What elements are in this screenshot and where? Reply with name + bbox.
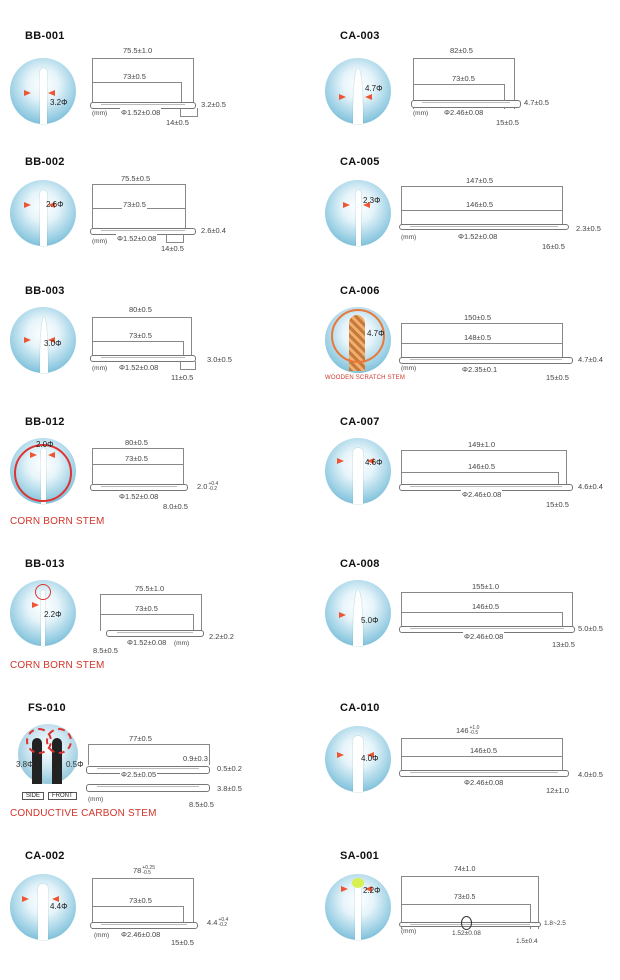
tip-diameter: 2.2Φ <box>363 886 381 895</box>
swab-tip-icon <box>40 190 47 246</box>
swab-drawing <box>411 100 521 108</box>
shaft-length: 73±0.5 <box>125 454 148 463</box>
stem-diameter: 1.52±0.08 <box>452 930 481 937</box>
arrow-right-icon <box>337 752 344 758</box>
unit-label: (mm) <box>413 110 429 117</box>
tip-dia-spec: 2.0+0.4 -0.2 <box>197 481 219 493</box>
swab-drawing <box>399 770 569 777</box>
swab-tip-icon <box>38 884 48 940</box>
stem-diameter: Φ1.52±0.08 <box>119 492 159 501</box>
stem-diameter: Φ1.52±0.08 <box>117 234 157 243</box>
swab-tip-icon <box>355 884 361 940</box>
unit-label: (mm) <box>401 234 417 241</box>
tip-length-line <box>166 234 184 243</box>
tip-length: 8.0±0.5 <box>163 502 188 511</box>
tip-diameter-front: 0.5Φ <box>66 760 84 769</box>
shaft-length: 146±0.5 <box>466 200 494 209</box>
tip-dia-spec: 4.7±0.4 <box>578 355 603 364</box>
stem-caption: CONDUCTIVE CARBON STEM <box>10 808 157 819</box>
tip-dia-spec: 2.2±0.2 <box>209 632 234 641</box>
product-sa-001 <box>325 850 620 980</box>
stem-diameter: Φ2.46±0.08 <box>464 632 504 641</box>
front-view-label: FRONT <box>48 792 77 800</box>
tip-dia-spec: 4.0±0.5 <box>578 770 603 779</box>
arrow-right-icon <box>343 202 350 208</box>
tip-diameter-side: 3.8Φ <box>16 760 34 769</box>
shaft-length: 73±0.5 <box>129 896 152 905</box>
tip-diameter: 2.2Φ <box>44 610 62 619</box>
product-ca-003 <box>325 30 620 160</box>
arrow-left-icon <box>48 90 55 96</box>
total-length: 146+1.0 -0.5 <box>456 725 480 737</box>
swab-tip-icon <box>353 448 363 504</box>
tip-dia-spec: 4.7±0.5 <box>524 98 549 107</box>
tip-closeup <box>10 58 76 124</box>
product-code: CA-003 <box>340 30 380 42</box>
tip-length: 14±0.5 <box>166 118 189 127</box>
arrow-right-icon <box>339 612 346 618</box>
tip-diameter: 4.0Φ <box>361 754 379 763</box>
tip-dia-spec: 4.6±0.4 <box>578 482 603 491</box>
tip-diameter: 2.3Φ <box>363 196 381 205</box>
shaft-length: 73±0.5 <box>454 894 476 901</box>
product-code: CA-010 <box>340 702 380 714</box>
stem-diameter: Φ1.52±0.08 <box>127 638 167 647</box>
product-code: CA-008 <box>340 558 380 570</box>
tip-length: 15±0.5 <box>546 500 569 509</box>
product-ca-007 <box>325 416 620 546</box>
arrow-right-icon <box>24 202 31 208</box>
total-length: 75.5±1.0 <box>135 584 165 593</box>
highlight-ring <box>14 444 72 502</box>
total-length: 80±0.5 <box>129 305 152 314</box>
product-code: BB-003 <box>25 285 65 297</box>
arrow-right-icon <box>24 90 31 96</box>
stem-diameter: Φ2.46±0.08 <box>121 930 161 939</box>
tip-dia-spec: 4.4+0.4 -0.2 <box>207 917 229 929</box>
tip-diameter: 4.4Φ <box>50 902 68 911</box>
product-ca-005 <box>325 156 620 286</box>
arrow-right-icon <box>341 886 348 892</box>
tip-dia-spec: 2.6±0.4 <box>201 226 226 235</box>
total-length: 155±1.0 <box>472 582 500 591</box>
tip-closeup <box>325 874 391 940</box>
swab-drawing <box>399 357 573 364</box>
total-length: 150±0.5 <box>464 313 492 322</box>
unit-label: (mm) <box>94 932 110 939</box>
total-length: 147±0.5 <box>466 176 494 185</box>
tip-closeup <box>325 58 391 124</box>
unit-label: (mm) <box>401 928 417 935</box>
tip-closeup <box>325 180 391 246</box>
shaft-length: 73±0.5 <box>452 74 475 83</box>
tip-length: 11±0.5 <box>171 373 194 382</box>
tip-dia-spec: 1.8~2.5 <box>544 920 566 927</box>
stem-caption: WOODEN SCRATCH STEM <box>325 375 406 381</box>
shaft-length: 146±0.5 <box>472 602 500 611</box>
shaft-length: 146±0.5 <box>468 462 496 471</box>
tip-length: 8.5±0.5 <box>93 646 118 655</box>
tip-dia-spec: 2.3±0.5 <box>576 224 601 233</box>
tip-closeup <box>10 580 76 646</box>
tip-length: 15±0.5 <box>546 373 569 382</box>
arrow-right-icon <box>30 452 37 458</box>
stem-diameter: Φ2.35±0.1 <box>462 365 498 374</box>
unit-label: (mm) <box>174 640 190 647</box>
product-ca-010 <box>325 702 620 832</box>
product-fs-010 <box>10 702 310 832</box>
product-code: FS-010 <box>28 702 66 714</box>
thickness-spec: 0.5±0.2 <box>217 764 242 773</box>
shaft-length: 146±0.5 <box>470 746 498 755</box>
side-view-label: SIDE <box>22 792 44 800</box>
swab-tip-icon <box>353 68 363 124</box>
product-ca-002 <box>10 850 310 980</box>
product-code: BB-001 <box>25 30 65 42</box>
tip-dia-spec: 3.2±0.5 <box>201 100 226 109</box>
tip-length: 16±0.5 <box>542 242 565 251</box>
product-code: SA-001 <box>340 850 380 862</box>
arrow-right-icon <box>32 602 39 608</box>
arrow-right-icon <box>339 94 346 100</box>
product-code: BB-012 <box>25 416 65 428</box>
product-code: BB-013 <box>25 558 65 570</box>
unit-label: (mm) <box>92 238 108 245</box>
total-length: 74±1.0 <box>454 866 476 873</box>
tip-dia-spec: 5.0±0.5 <box>578 624 603 633</box>
product-code: CA-007 <box>340 416 380 428</box>
tip-closeup <box>325 438 391 504</box>
product-bb-001 <box>10 30 310 160</box>
product-bb-002 <box>10 156 310 286</box>
stem-diameter: Φ1.52±0.08 <box>121 108 161 117</box>
product-bb-013 <box>10 558 310 688</box>
arrow-right-icon <box>22 896 29 902</box>
stem-diameter: Φ2.46±0.08 <box>462 490 502 499</box>
tip-length: 15±0.5 <box>171 938 194 947</box>
tip-diameter: 2.6Φ <box>46 200 64 209</box>
tip-closeup <box>18 724 78 784</box>
product-ca-008 <box>325 558 620 688</box>
total-length: 75.5±0.5 <box>121 174 151 183</box>
gap-spec: 0.9±0.3 <box>183 754 208 763</box>
tip-diameter: 3.0Φ <box>44 339 62 348</box>
shaft-length-line <box>100 614 194 631</box>
tip-length: 12±1.0 <box>546 786 569 795</box>
product-code: CA-005 <box>340 156 380 168</box>
total-length: 82±0.5 <box>450 46 473 55</box>
product-code: CA-002 <box>25 850 65 862</box>
total-length: 80±0.5 <box>125 438 148 447</box>
swab-drawing <box>90 922 198 929</box>
shaft-length: 148±0.5 <box>464 333 492 342</box>
tip-length-line <box>180 361 196 370</box>
tip-dia-spec: 3.0±0.5 <box>207 355 232 364</box>
tip-length: 14±0.5 <box>161 244 184 253</box>
tip-diameter: 4.6Φ <box>365 458 383 467</box>
total-length: 75.5±1.0 <box>123 46 153 55</box>
unit-label: (mm) <box>92 110 108 117</box>
tip-diameter: 5.0Φ <box>361 616 379 625</box>
tip-closeup <box>325 726 391 792</box>
arrow-right-icon <box>337 458 344 464</box>
swab-drawing <box>399 224 569 230</box>
shaft-length: 73±0.5 <box>123 72 146 81</box>
tip-length: 13±0.5 <box>552 640 575 649</box>
arrow-left-icon <box>48 452 55 458</box>
arrow-left-icon <box>365 94 372 100</box>
stem-diameter: Φ2.5±0.05 <box>121 770 157 779</box>
shaft-length: 73±0.5 <box>135 604 158 613</box>
product-code: CA-006 <box>340 285 380 297</box>
tip-closeup <box>325 580 391 646</box>
unit-label: (mm) <box>92 365 108 372</box>
tip-diameter: 4.7Φ <box>367 329 385 338</box>
unit-label: (mm) <box>401 365 417 372</box>
stem-diameter: Φ1.52±0.08 <box>458 232 498 241</box>
tip-diameter: 3.2Φ <box>50 98 68 107</box>
tip-closeup <box>10 438 76 504</box>
tip-dia-spec: 3.8±0.5 <box>217 784 242 793</box>
tip-length: 8.5±0.5 <box>189 800 214 809</box>
stem-diameter: Φ1.52±0.08 <box>119 363 159 372</box>
total-length: 77±0.5 <box>129 734 152 743</box>
arrow-right-icon <box>24 337 31 343</box>
tip-length: 15±0.5 <box>496 118 519 127</box>
tip-length-line <box>180 108 198 117</box>
stem-caption: CORN BORN STEM <box>10 660 105 671</box>
product-ca-006 <box>325 285 620 415</box>
highlight-ring <box>46 728 72 754</box>
stem-section-icon <box>461 916 472 930</box>
swab-drawing-2 <box>86 784 210 792</box>
stem-diameter: Φ2.46±0.08 <box>464 778 504 787</box>
total-length: 149±1.0 <box>468 440 496 449</box>
unit-label: (mm) <box>88 796 104 803</box>
swab-tip-icon <box>40 68 47 124</box>
tip-closeup <box>325 307 391 373</box>
swab-drawing <box>106 630 204 637</box>
tip-closeup <box>10 874 76 940</box>
tip-length: 1.5±0.4 <box>516 938 538 945</box>
swab-tip-icon <box>356 190 361 246</box>
swab-tip-icon <box>353 736 363 792</box>
stem-caption: CORN BORN STEM <box>10 516 105 527</box>
shaft-length: 73±0.5 <box>123 200 146 209</box>
tip-diameter: 2.0Φ <box>36 440 54 449</box>
product-code: BB-002 <box>25 156 65 168</box>
tip-closeup <box>10 307 76 373</box>
product-bb-012 <box>10 416 310 546</box>
stem-diameter: Φ2.46±0.08 <box>444 108 484 117</box>
highlight-ring <box>35 584 51 600</box>
product-bb-003 <box>10 285 310 415</box>
swab-drawing <box>90 484 188 491</box>
tip-closeup <box>10 180 76 246</box>
tip-diameter: 4.7Φ <box>365 84 383 93</box>
shaft-length: 73±0.5 <box>129 331 152 340</box>
total-length: 78+0.25 -0.5 <box>133 865 155 877</box>
